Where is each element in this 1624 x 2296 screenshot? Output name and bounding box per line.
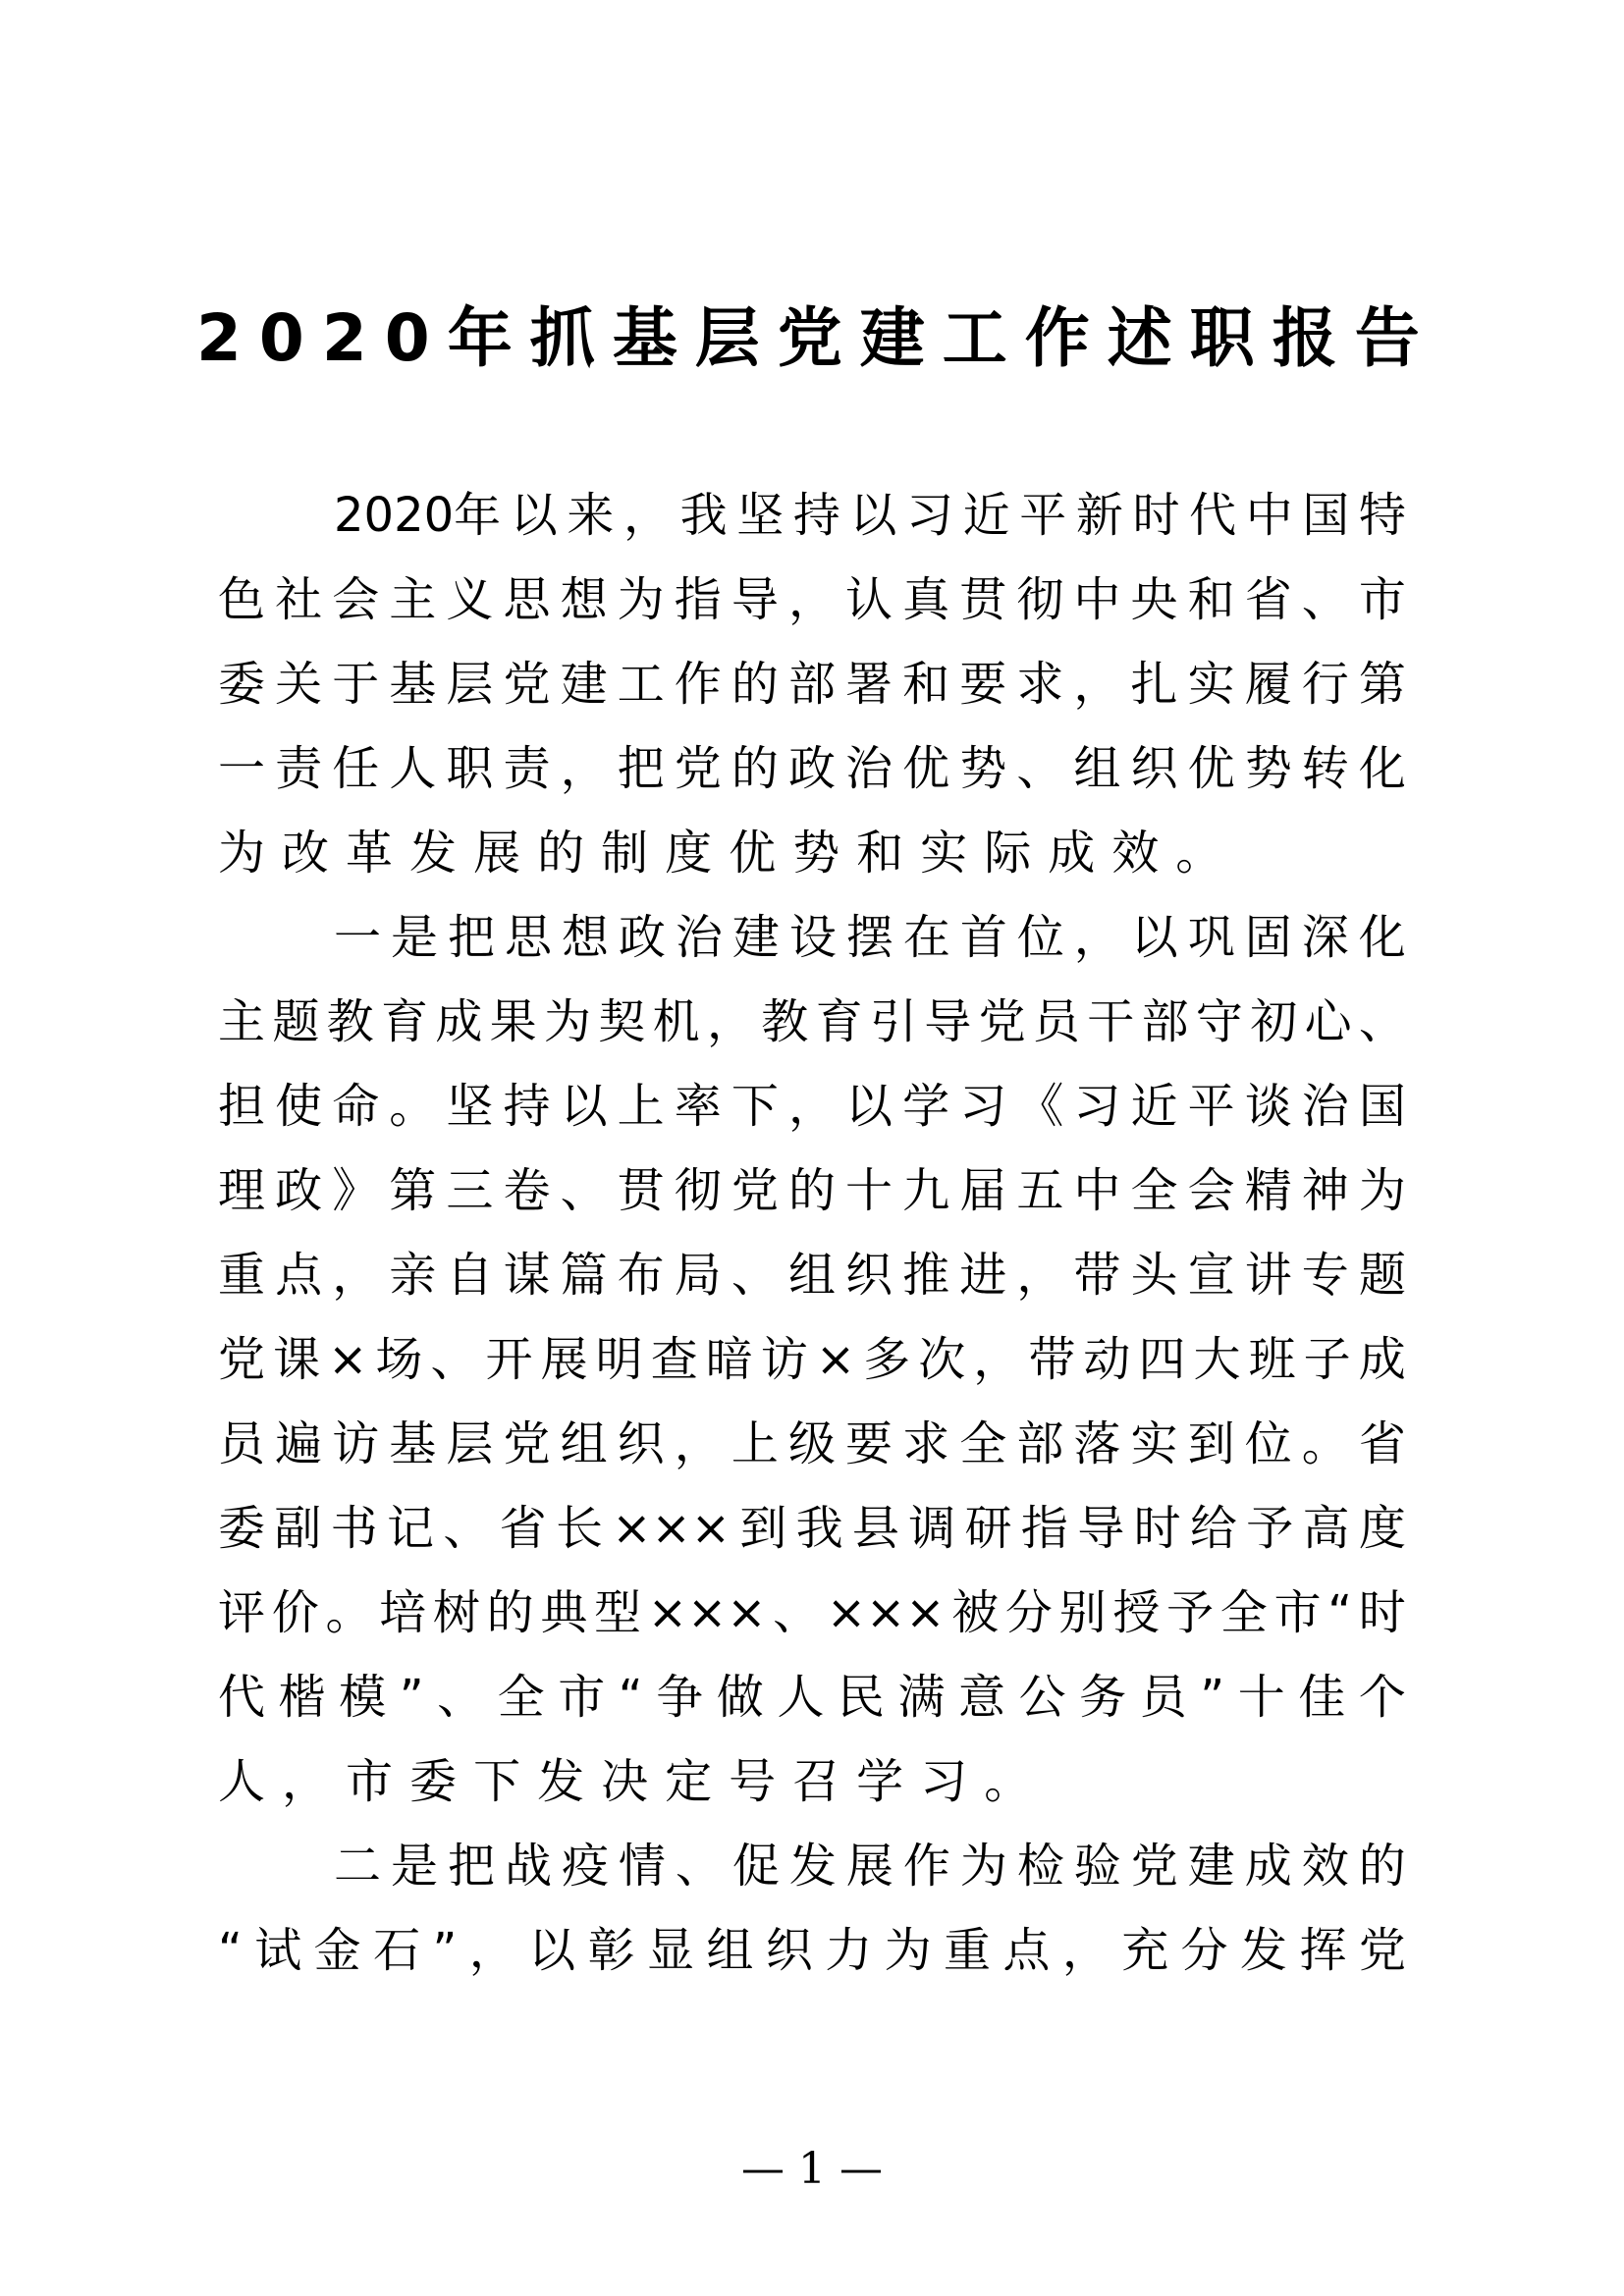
page-number: — 1 — — [741, 2144, 883, 2194]
body-line: 2020年 以 来 ， 我 坚 持 以 习 近 平 新 时 代 中 国 特 — [334, 488, 1406, 543]
body-line: 代 楷 模 ” 、 全 市 “ 争 做 人 民 满 意 公 务 员 ” 十 佳 个 — [218, 1670, 1406, 1725]
body-line: 色 社 会 主 义 思 想 为 指 导 ， 认 真 贯 彻 中 央 和 省 、 市 — [218, 572, 1406, 627]
body-line: 党 课 × 场 、 开 展 明 查 暗 访 × 多 次 ， 带 动 四 大 班 子 成 — [218, 1332, 1406, 1387]
body-line: 为 改 革 发 展 的 制 度 优 势 和 实 际 成 效 。 — [218, 826, 1223, 881]
body-line: 一 责 任 人 职 责 ， 把 党 的 政 治 优 势 、 组 织 优 势 转 化 — [218, 741, 1406, 796]
body-line: 理 政 》 第 三 卷 、 贯 彻 党 的 十 九 届 五 中 全 会 精 神 为 — [218, 1163, 1406, 1218]
body-line: 员 遍 访 基 层 党 组 织 ， 上 级 要 求 全 部 落 实 到 位 。 省 — [218, 1416, 1406, 1471]
body-line: 重 点 ， 亲 自 谋 篇 布 局 、 组 织 推 进 ， 带 头 宣 讲 专 题 — [218, 1248, 1406, 1303]
body-line: 委 副 书 记 、 省 长 ××× 到 我 县 调 研 指 导 时 给 予 高 度 — [218, 1501, 1406, 1556]
body-line: 人 ， 市 委 下 发 决 定 号 召 学 习 。 — [218, 1754, 1032, 1809]
body-line: 评 价 。 培 树 的 典 型 ××× 、 ××× 被 分 别 授 予 全 市 “ 时 — [218, 1585, 1406, 1640]
body-line: 一 是 把 思 想 政 治 建 设 摆 在 首 位 ， 以 巩 固 深 化 — [334, 910, 1406, 965]
body-line: 委 关 于 基 层 党 建 工 作 的 部 署 和 要 求 ， 扎 实 履 行 第 — [218, 657, 1406, 712]
body-line: “ 试 金 石 ” ， 以 彰 显 组 织 力 为 重 点 ， 充 分 发 挥 党 — [218, 1923, 1406, 1978]
body-line: 担 使 命 。 坚 持 以 上 率 下 ， 以 学 习 《 习 近 平 谈 治 国 — [218, 1079, 1406, 1134]
body-line: 主 题 教 育 成 果 为 契 机 ， 教 育 引 导 党 员 干 部 守 初 心 、 — [218, 994, 1406, 1049]
document-body — [218, 473, 1406, 1993]
body-line: 二 是 把 战 疫 情 、 促 发 展 作 为 检 验 党 建 成 效 的 — [334, 1839, 1406, 1894]
document-title: 2020年抓基层党建工作述职报告 — [196, 300, 1437, 376]
